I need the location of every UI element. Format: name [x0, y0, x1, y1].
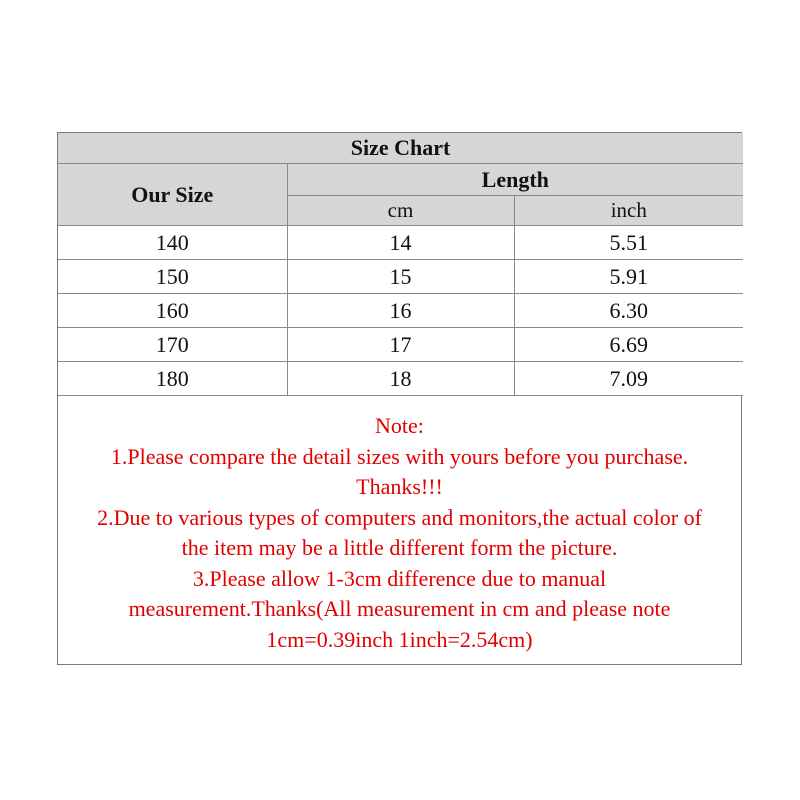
- table-row: [58, 226, 743, 260]
- cm-cell: 14: [287, 226, 514, 260]
- note-line: 2.Due to various types of computers and monitors,the actual color of: [97, 504, 702, 530]
- cm-cell: 15: [287, 260, 514, 294]
- note-heading: Note:: [375, 413, 424, 438]
- inch-cell: 6.30: [514, 294, 743, 328]
- size-cell: 140: [58, 226, 287, 260]
- cm-cell: 16: [287, 294, 514, 328]
- size-chart: [57, 132, 742, 665]
- inch-cell: 5.51: [514, 226, 743, 260]
- cm-cell: 18: [287, 362, 514, 396]
- size-cell: 180: [58, 362, 287, 396]
- inch-header: inch: [514, 196, 743, 226]
- note-line: Thanks!!!: [356, 474, 443, 499]
- size-cell: 150: [58, 260, 287, 294]
- our-size-header: Our Size: [58, 164, 287, 226]
- note-line: 1.Please compare the detail sizes with yours before you purchase.: [110, 443, 689, 469]
- note-line: measurement.Thanks(All measurement in cm and please note: [128, 596, 671, 621]
- size-cell: 160: [58, 294, 287, 328]
- table-row: [58, 328, 743, 362]
- table-title: Size Chart: [58, 133, 743, 164]
- size-table: [58, 133, 743, 396]
- cm-cell: 17: [287, 328, 514, 362]
- table-row: [58, 362, 743, 396]
- note-line: 3.Please allow 1-3cm difference due to manual: [192, 565, 607, 591]
- size-cell: 170: [58, 328, 287, 362]
- inch-cell: 6.69: [514, 328, 743, 362]
- cm-header: cm: [287, 196, 514, 226]
- note-line: the item may be a little different form the picture.: [181, 535, 618, 560]
- table-row: [58, 294, 743, 328]
- inch-cell: 7.09: [514, 362, 743, 396]
- length-header: Length: [287, 164, 743, 196]
- table-row: [58, 260, 743, 294]
- inch-cell: 5.91: [514, 260, 743, 294]
- note-section: [58, 400, 741, 664]
- note-line: 1cm=0.39inch 1inch=2.54cm): [266, 626, 533, 652]
